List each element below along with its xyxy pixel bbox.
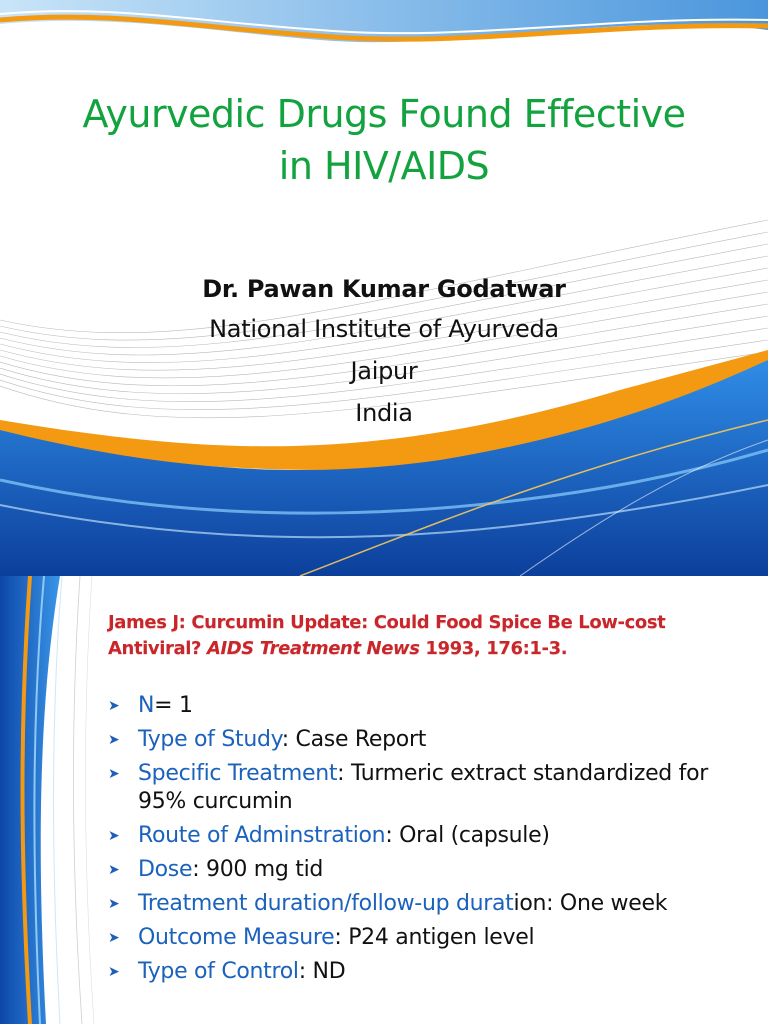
item-value: = 1 (154, 693, 193, 718)
arrow-bullet-icon: ➤ (108, 896, 120, 912)
list-item (108, 890, 748, 918)
arrow-bullet-icon: ➤ (108, 964, 120, 980)
item-label: Route of Adminstration (138, 823, 386, 848)
item-label: N (138, 693, 155, 718)
citation-tail: 1993, 176:1-3. (419, 638, 568, 659)
country-name: India (355, 399, 413, 427)
citation-line-2 (108, 636, 748, 662)
list-item (108, 822, 748, 850)
list-item (108, 760, 748, 816)
item-value: : Turmeric extract standardized for 95% curcumin (138, 761, 709, 814)
item-value: : Case Report (281, 727, 427, 752)
citation-journal: AIDS Treatment News (206, 638, 420, 659)
slide-title (20, 88, 748, 192)
arrow-bullet-icon: ➤ (108, 766, 120, 782)
list-item (108, 856, 748, 884)
item-label: Type of Study (138, 727, 282, 752)
citation-plain: Antiviral? (108, 638, 207, 659)
item-label: Dose (138, 857, 193, 882)
list-item (108, 692, 748, 720)
item-value: : P24 antigen level (334, 925, 535, 950)
institute-name: National Institute of Ayurveda (209, 315, 559, 343)
arrow-bullet-icon: ➤ (108, 698, 120, 714)
study-details-list (108, 692, 748, 992)
title-line-1: Ayurvedic Drugs Found Effective (82, 92, 686, 136)
item-label: Type of Control (138, 959, 299, 984)
citation-reference (108, 610, 748, 662)
list-item (108, 958, 748, 986)
item-label: Specific Treatment (138, 761, 338, 786)
author-name: Dr. Pawan Kumar Godatwar (202, 275, 566, 303)
citation-line-1: James J: Curcumin Update: Could Food Spice Be Low-cost (108, 612, 666, 633)
arrow-bullet-icon: ➤ (108, 862, 120, 878)
arrow-bullet-icon: ➤ (108, 732, 120, 748)
author-block (40, 270, 728, 434)
item-label: Outcome Measure (138, 925, 335, 950)
item-value: ion: One week (513, 891, 668, 916)
list-item (108, 924, 748, 952)
arrow-bullet-icon: ➤ (108, 930, 120, 946)
title-line-2: in HIV/AIDS (278, 144, 490, 188)
item-value: : Oral (capsule) (385, 823, 550, 848)
arrow-bullet-icon: ➤ (108, 828, 120, 844)
city-name: Jaipur (350, 357, 418, 385)
item-value: : ND (298, 959, 346, 984)
item-value: : 900 mg tid (192, 857, 324, 882)
item-label: Treatment duration/follow-up durat (138, 891, 514, 916)
list-item (108, 726, 748, 754)
